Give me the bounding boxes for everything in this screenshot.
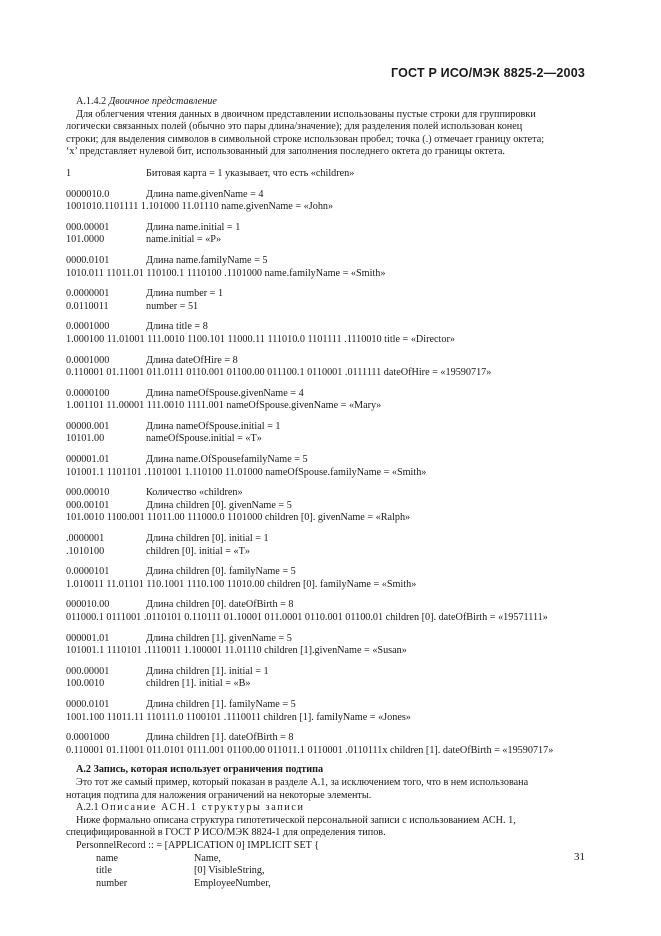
value-encoding-line: 101001.1 1101101 .1101001 1.110100 11.01000 nameOfSpouse.familyName = «Smith» xyxy=(66,466,427,478)
asn-definition-header: PersonnelRecord :: = [APPLICATION 0] IMPLICIT SET { xyxy=(76,839,320,851)
bit-row xyxy=(66,699,585,712)
bit-description: Длина children [1]. familyName = 5 xyxy=(146,698,296,710)
bit-string: 0.0001000 xyxy=(66,321,110,333)
bit-row xyxy=(66,168,585,181)
bit-description: Длина children [0]. initial = 1 xyxy=(146,533,269,545)
section-a2 xyxy=(66,764,585,890)
field-group xyxy=(66,699,585,724)
field-group xyxy=(66,388,585,413)
bit-description: number = 51 xyxy=(146,300,199,312)
field-group xyxy=(66,599,585,624)
bit-string: 100.0010 xyxy=(66,678,105,690)
field-group xyxy=(66,732,585,757)
bit-description: name.initial = «P» xyxy=(146,234,222,246)
asn-field xyxy=(66,878,585,891)
asn-field-type: [0] VisibleString, xyxy=(194,865,265,877)
bit-description: children [0]. initial = «T» xyxy=(146,545,250,557)
bit-description: Длина name.givenName = 4 xyxy=(146,188,264,200)
bit-string: 0.0000100 xyxy=(66,387,110,399)
field-group xyxy=(66,189,585,214)
field-group xyxy=(66,454,585,479)
field-group xyxy=(66,255,585,280)
bit-string: .1010100 xyxy=(66,545,105,557)
document-body xyxy=(66,96,585,890)
bit-row xyxy=(66,500,585,513)
bit-description: Длина name.OfSpousefamilyName = 5 xyxy=(146,454,308,466)
bit-row xyxy=(66,599,585,612)
bit-row xyxy=(66,355,585,368)
bit-string: 0.0001000 xyxy=(66,354,110,366)
bit-row xyxy=(66,301,585,314)
field-group xyxy=(66,168,585,181)
bit-row xyxy=(66,666,585,679)
paragraph-line: ‘x’ представляет нулевой бит, использованный для заполнения последнего октета до границы октета. xyxy=(66,146,505,158)
section-a2-heading: A.2 Запись, которая использует ограничения подтипа xyxy=(76,764,324,776)
paragraph-line: Ниже формально описана структура гипотетической персональной записи с использованием АСН. 1, xyxy=(76,814,516,826)
bit-description: Длина children [1]. givenName = 5 xyxy=(146,632,292,644)
field-group xyxy=(66,566,585,591)
bit-description: Длина nameOfSpouse.givenName = 4 xyxy=(146,387,304,399)
asn-field xyxy=(66,865,585,878)
value-encoding-line: 1010.011 11011.01 110100.1 1110100 .1101000 name.familyName = «Smith» xyxy=(66,267,386,279)
paragraph-line: логически связанных полей (обычно это пары длина/значение); для разделения полей использован конец xyxy=(66,121,523,133)
bit-string: 0.0110011 xyxy=(66,300,109,312)
bit-row xyxy=(66,255,585,268)
asn-field-list xyxy=(66,853,585,891)
asn-field-name: title xyxy=(96,865,112,877)
bit-row xyxy=(66,533,585,546)
bit-string: 0.0000001 xyxy=(66,288,110,300)
bit-string: 1 xyxy=(66,167,72,179)
value-encoding-line: 1.001101 11.00001 111.0010 1111.001 nameOfSpouse.givenName = «Mary» xyxy=(66,400,382,412)
encoding-listing xyxy=(66,168,585,757)
bit-description: Длина children [0]. familyName = 5 xyxy=(146,566,296,578)
value-encoding-line: 011000.1 0111001 .0110101 0.110111 01.10001 011.0001 0110.001 01100.01 children [0]. dateOfBirth = «19571111» xyxy=(66,612,548,623)
value-encoding-line: 101.0010 1100.001 11011.00 111000.0 1101000 children [0]. givenName = «Ralph» xyxy=(66,512,411,524)
bit-description: children [1]. initial = «B» xyxy=(146,678,251,690)
bit-description: Длина children [0]. dateOfBirth = 8 xyxy=(146,599,294,611)
bit-description: Длина nameOfSpouse.initial = 1 xyxy=(146,420,281,432)
value-encoding-line: 1.000100 11.01001 111.0010 1100.101 11000.11 111010.0 1101111 .1110010 title = «Director» xyxy=(66,333,455,345)
asn-field-type: EmployeeNumber, xyxy=(194,877,271,889)
page-number: 31 xyxy=(574,851,585,863)
bit-string: 000.00101 xyxy=(66,499,110,511)
field-group xyxy=(66,533,585,558)
asn-field-name: name xyxy=(96,852,119,864)
bit-string: 0000.0101 xyxy=(66,698,110,710)
field-group xyxy=(66,421,585,446)
bit-row xyxy=(66,678,585,691)
bit-string: 0000.0101 xyxy=(66,254,110,266)
bit-string: 000001.01 xyxy=(66,632,110,644)
bit-string: 0.0001000 xyxy=(66,732,110,744)
bit-row xyxy=(66,633,585,646)
bit-string: 0.0000101 xyxy=(66,566,110,578)
field-group xyxy=(66,633,585,658)
section-a142 xyxy=(66,96,585,159)
section-number: A.1.4.2 xyxy=(76,96,107,107)
value-encoding-line: 1001010.1101111 1.101000 11.01110 name.givenName = «John» xyxy=(66,201,334,213)
bit-string: 000.00001 xyxy=(66,665,110,677)
bit-string: 000.00010 xyxy=(66,487,110,499)
field-group xyxy=(66,288,585,313)
bit-row xyxy=(66,732,585,745)
bit-string: 00000.001 xyxy=(66,420,110,432)
asn-field xyxy=(66,853,585,866)
value-encoding-line: 0.110001 01.11001 011.0111 0110.001 01100.00 011100.1 0110001 .0111111 dateOfHire = «19590717» xyxy=(66,367,492,379)
bit-string: 000010.00 xyxy=(66,599,110,611)
bit-row xyxy=(66,234,585,247)
bit-row xyxy=(66,222,585,235)
field-group xyxy=(66,487,585,525)
bit-row xyxy=(66,388,585,401)
bit-description: Длина title = 8 xyxy=(146,321,208,333)
paragraph-line: Для облегчения чтения данных в двоичном представлении использованы пустые строки для группировки xyxy=(76,108,536,120)
asn-field-type: Name, xyxy=(194,852,221,864)
bit-string: 0000010.0 xyxy=(66,188,110,200)
paragraph-line: строки; для выделения символов в символьной строке использован пробел; точка (.) отмечает границу октета; xyxy=(66,133,545,145)
field-group xyxy=(66,222,585,247)
bit-string: 000.00001 xyxy=(66,221,110,233)
field-group xyxy=(66,321,585,346)
bit-row xyxy=(66,189,585,202)
bit-description: Количество «children» xyxy=(146,487,243,499)
bit-row xyxy=(66,433,585,446)
value-encoding-line: 1.010011 11.01101 110.1001 1110.100 11010.00 children [0]. familyName = «Smith» xyxy=(66,578,417,590)
bit-description: Длина dateOfHire = 8 xyxy=(146,354,238,366)
bit-description: Длина children [0]. givenName = 5 xyxy=(146,499,292,511)
bit-row xyxy=(66,566,585,579)
bit-description: Длина children [1]. initial = 1 xyxy=(146,665,269,677)
bit-description: nameOfSpouse.initial = «T» xyxy=(146,433,262,445)
bit-string: .0000001 xyxy=(66,533,105,545)
section-a142-heading xyxy=(76,96,585,109)
bit-description: Длина name.familyName = 5 xyxy=(146,254,268,266)
bit-row xyxy=(66,454,585,467)
bit-description: Длина name.initial = 1 xyxy=(146,221,241,233)
bit-row xyxy=(66,288,585,301)
field-group xyxy=(66,355,585,380)
paragraph-line: Это тот же самый пример, который показан в разделе A.1, за исключением того, что в нем использована xyxy=(76,776,529,788)
value-encoding-line: 101001.1 1110101 .1110011 1.100001 11.01110 children [1].givenName = «Susan» xyxy=(66,645,407,657)
paragraph-line: специфицированной в ГОСТ Р ИСО/МЭК 8824-1 для определения типов. xyxy=(66,827,386,839)
bit-string: 10101.00 xyxy=(66,433,105,445)
bit-description: Длина number = 1 xyxy=(146,288,224,300)
bit-row xyxy=(66,546,585,559)
bit-description: Длина children [1]. dateOfBirth = 8 xyxy=(146,732,294,744)
bit-row xyxy=(66,421,585,434)
value-encoding-line: 0.110001 01.11001 011.0101 0111.001 01100.00 011011.1 0110001 .0110111x children [1]. dateOfBirth = «19590717» xyxy=(66,744,554,756)
field-group xyxy=(66,666,585,691)
bit-description: Битовая карта = 1 указывает, что есть «children» xyxy=(146,167,355,179)
bit-row xyxy=(66,321,585,334)
section-title: Описание АСН.1 структуры записи xyxy=(101,802,305,814)
bit-string: 000001.01 xyxy=(66,454,110,466)
section-number: A.2.1 xyxy=(76,802,99,814)
section-title: Двоичное представление xyxy=(108,96,217,107)
page-header: ГОСТ Р ИСО/МЭК 8825-2—2003 xyxy=(390,66,585,80)
asn-field-name: number xyxy=(96,877,128,889)
value-encoding-line: 1001.100 11011.11 110111.0 1100101 .1110011 children [1]. familyName = «Jones» xyxy=(66,711,411,723)
paragraph-line: нотация подтипа для наложения ограничений на некоторые элементы. xyxy=(66,789,372,801)
bit-string: 101.0000 xyxy=(66,234,105,246)
bit-row xyxy=(66,487,585,500)
section-a21-heading xyxy=(66,802,585,815)
